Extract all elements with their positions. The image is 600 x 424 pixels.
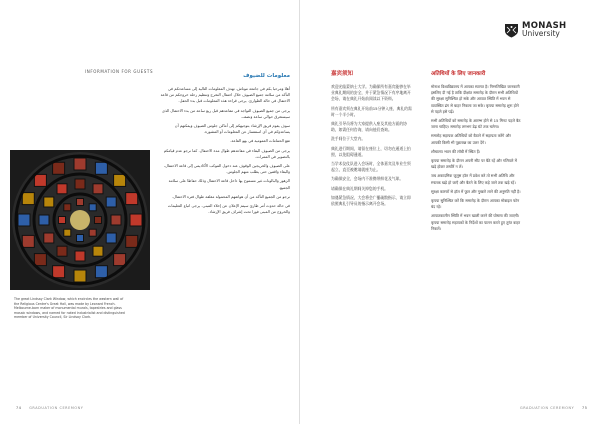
paragraph: सभी अतिथियों को समारोह के आरम्भ होने से 15 मिनट पहले बैठ जाना चाहिए। समारोह लगभग डेढ़ घंटे तक चलेगा। bbox=[431, 118, 521, 130]
paragraph: 当学术仪仗队进入会场时，全体嘉宾及毕业生须起立，直至被邀请就座为止。 bbox=[331, 161, 411, 173]
window-pane bbox=[39, 215, 49, 225]
window-pane bbox=[22, 193, 34, 205]
rose-window-image bbox=[10, 150, 150, 290]
paragraph: आपातकालीन स्थिति में भवन खाली करने की घोषणा की जाएगी। कृपया समारोह सहायकों के निर्देशों का पालन करते हुए तुरंत बाहर निकलें। bbox=[431, 213, 521, 231]
window-pane bbox=[57, 246, 67, 256]
window-caption: The great Lindsay Clark Window, which encircles the western wall of the Religious Centre's Great Hall, was made by Leonard French. Melbourne-born maker of monumental murals, tapestries and glass mosaic windows, and named for noted industrialist and distinguished member of University Council, Sir Lindsay Clark. bbox=[14, 297, 125, 320]
paragraph: मोनाश विश्वविद्यालय में आपका स्वागत है। निम्नलिखित जानकारी इसलिए दी गई है ताकि दीक्षांत समारोह के दौरान सभी अतिथियों की सुरक्षा सुनिश्चित हो सके और आपात स्थिति में भवन से व्यवस्थित ढंग से बाहर निकला जा सके। कृपया समारोह शुरू होने से पहले इसे पढ़ें। bbox=[431, 84, 520, 114]
window-pane bbox=[77, 199, 84, 206]
window-pane bbox=[44, 197, 54, 207]
paragraph: 典礼进行期间，请留在座位上，切勿在通道上拍照，以免阻碍通道。 bbox=[331, 145, 411, 157]
paragraph: نرجو من الجميع التأكد من أن هواتفهم المحمولة مغلقة طوال فترة الاحتفال. bbox=[172, 193, 290, 199]
window-pane bbox=[57, 184, 67, 194]
window-pane bbox=[64, 204, 71, 211]
logo-wordmark: MONASH bbox=[522, 21, 567, 31]
hindi-heading: अतिथियों के लिए जानकारी bbox=[431, 71, 486, 77]
paragraph: الزهور والبالونات غير مسموح بها داخل قاعة الاحتفال وذلك حفاظا على سلامة الجميع. bbox=[168, 178, 290, 190]
paragraph: 洗手间位于大堂内。 bbox=[331, 136, 366, 142]
section-title: INFORMATION FOR GUESTS bbox=[85, 69, 154, 74]
window-pane bbox=[126, 193, 138, 205]
window-pane bbox=[95, 217, 102, 224]
folio-label: GRADUATION CEREMONY bbox=[520, 406, 575, 410]
paragraph: समारोह सहायक अतिथियों को बैठाने में सहायता करेंगे और आपकी किसी भी पूछताछ का उत्तर देंगे। bbox=[431, 133, 511, 145]
paragraph: يرجى من الضيوف البقاء في مقاعدهم طوال مدة الاحتفال. كما نرجو عدم قيامكم بالتصوير في الممرات. bbox=[163, 147, 290, 159]
paragraph: 如遇紧急情况，大会将会广播疏散指示，请立即依照典礼引导员的指示离开会场。 bbox=[331, 194, 411, 207]
window-pane bbox=[89, 204, 96, 211]
window-pane bbox=[44, 233, 54, 243]
window-pane bbox=[130, 214, 142, 226]
window-pane bbox=[34, 174, 46, 186]
window-pane bbox=[106, 197, 116, 207]
chinese-heading: 嘉宾须知 bbox=[331, 71, 354, 77]
paragraph: 请确保在典礼期间关掉您的手机。 bbox=[331, 185, 388, 191]
paragraph: कृपया समारोह के दौरान अपनी सीट पर बैठे रहें और गलियारे में खड़े होकर तस्वीरें न लें। bbox=[431, 158, 517, 170]
paragraph: سوف يقوم فريق الإرشاد بتوجيهكم إلى أماكن جلوس الضيوف ويمكنهم أن يساعدوكم في أي استفسار عن المعلومات أو المشورة. bbox=[174, 123, 290, 135]
window-pane bbox=[53, 266, 65, 278]
window-pane bbox=[89, 229, 96, 236]
paragraph: تقع الحمامات العمومية في بهو القاعة. bbox=[230, 138, 290, 144]
window-pane bbox=[95, 266, 107, 278]
paragraph: يرجى من جميع الضيوف التواجد في مقاعدهم قبل ربع ساعة من بدء الاحتفال الذي سيستغرق حوالي ساعة ونصف. bbox=[162, 107, 290, 119]
right-page bbox=[300, 0, 600, 424]
window-pane bbox=[77, 235, 84, 242]
page-number: 74 bbox=[16, 406, 22, 410]
paragraph: कृपया सुनिश्चित करें कि समारोह के दौरान आपका मोबाइल फोन बंद रहे। bbox=[431, 198, 520, 210]
logo-subtitle: University bbox=[522, 29, 560, 38]
window-pane bbox=[111, 215, 121, 225]
window-pane bbox=[64, 229, 71, 236]
paragraph: 欢迎光临蒙纳士大学。为确保所有嘉宾能够在毕业典礼期间的安全，并于紧急情况下有序地离开会场，请在典礼开始前阅读以下资料。 bbox=[331, 84, 411, 102]
window-pane bbox=[93, 246, 103, 256]
window-pane bbox=[93, 184, 103, 194]
folio-label: GRADUATION CEREMONY bbox=[29, 406, 84, 410]
paragraph: على الضيوف والخريجين الوقوف عند دخول الموكب الأكاديمي إلى قاعة الاحتفال، والبقاء واقفين حتى يطلب منهم الجلوس. bbox=[163, 163, 290, 175]
window-pane bbox=[126, 235, 138, 247]
paragraph: 典礼引导员将为大家提供入座及其他方面的协助，如需任何咨询，请向他们查询。 bbox=[331, 121, 407, 133]
window-pane bbox=[22, 235, 34, 247]
window-pane bbox=[53, 162, 65, 174]
arabic-heading: معلومات للضيوف bbox=[243, 73, 290, 79]
paragraph: 所有嘉宾须在典礼开始前15分钟入座，典礼约需时一个半小时。 bbox=[331, 105, 412, 117]
hindi-column bbox=[431, 70, 521, 235]
window-pane bbox=[114, 254, 126, 266]
window-pane bbox=[74, 270, 86, 282]
shield-icon bbox=[504, 23, 519, 38]
window-pane bbox=[74, 158, 86, 170]
right-folio bbox=[520, 406, 593, 410]
window-pane bbox=[18, 214, 30, 226]
paragraph: सुरक्षा कारणों से हॉल में फूल और गुब्बारे लाने की अनुमति नहीं है। bbox=[431, 188, 521, 194]
left-folio bbox=[16, 406, 83, 410]
paragraph: जब अकादमिक जुलूस हॉल में प्रवेश करे तो सभी अतिथि और स्नातक खड़े हो जाएँ और बैठने के लिए कहे जाने तक खड़े रहें। bbox=[431, 173, 516, 185]
page-number: 75 bbox=[581, 406, 588, 410]
paragraph: في حالة حدوث أمر طارئ سيتم الإعلان عن إخلاء المبنى. يرجى اتباع التعليمات والخروج من المبنى فورا تحت إشراف فريق الإرشاد. bbox=[167, 203, 290, 215]
paragraph: أهلا ومرحبا بكم في جامعة موناش. تهدف المعلومات التالية إلى مساعدتكم في التأكد من سلامة جميع الضيوف خلال احتفال التخرج وتنظيم رحلة خروجكم من قاعة الاحتفال في حالة الطوارئ. يرجى قراءة هذه المعلومات قبل بدء الحفل. bbox=[160, 86, 290, 104]
paragraph: शौचालय भवन की लॉबी में स्थित हैं। bbox=[431, 148, 481, 154]
window-pane bbox=[59, 217, 66, 224]
window-pane bbox=[75, 179, 85, 189]
monash-logo bbox=[504, 22, 566, 38]
arabic-column bbox=[160, 72, 290, 218]
window-pane bbox=[95, 162, 107, 174]
window-pane bbox=[75, 251, 85, 261]
paragraph: 为确保安全，会场内不准携带鲜花及气球。 bbox=[331, 176, 404, 182]
chinese-column bbox=[331, 70, 413, 210]
window-pane bbox=[34, 254, 46, 266]
window-pane bbox=[114, 174, 126, 186]
window-pane bbox=[106, 233, 116, 243]
